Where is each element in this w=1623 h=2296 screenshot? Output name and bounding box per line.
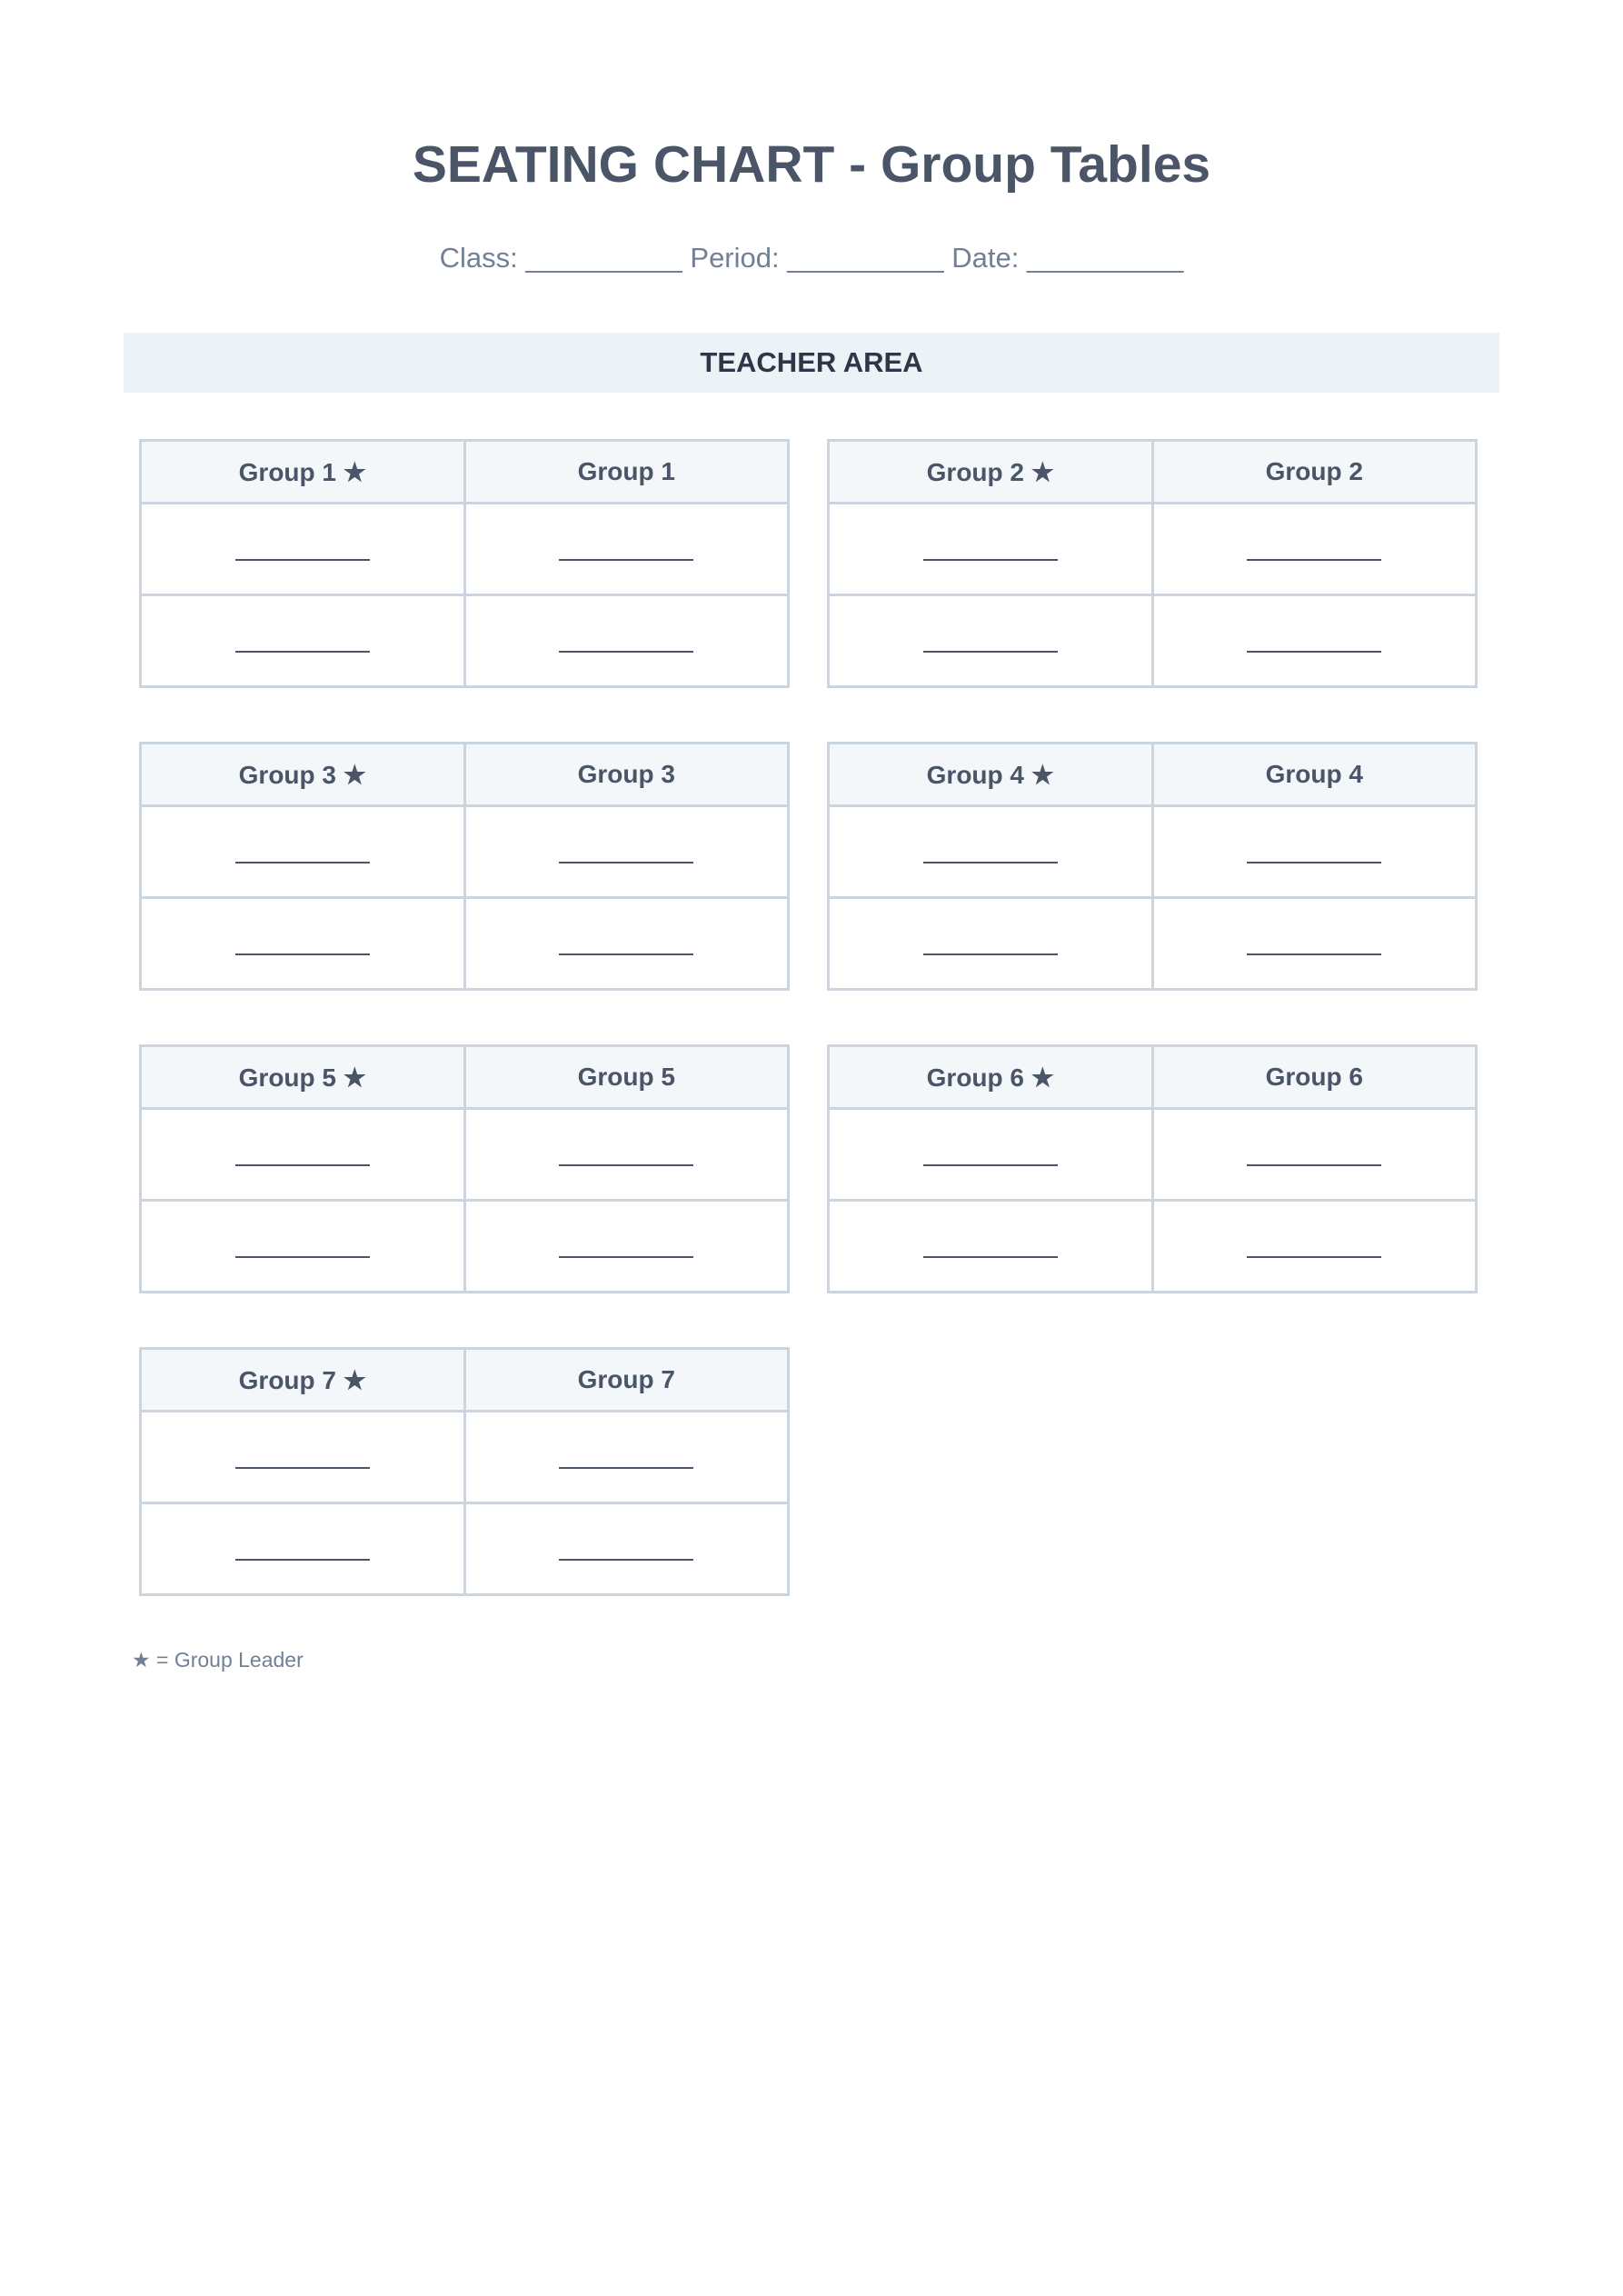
name-blank-line[interactable] bbox=[559, 1164, 693, 1166]
name-blank-line[interactable] bbox=[923, 1256, 1058, 1258]
seat-cell[interactable] bbox=[1152, 898, 1477, 990]
name-blank-line[interactable] bbox=[235, 1164, 370, 1166]
name-blank-line[interactable] bbox=[1247, 1256, 1381, 1258]
group-leader-header: Group 7 ★ bbox=[141, 1349, 465, 1412]
group-leader-header: Group 2 ★ bbox=[829, 441, 1153, 504]
group-leader-header: Group 3 ★ bbox=[141, 744, 465, 806]
seat-cell[interactable] bbox=[141, 806, 465, 898]
group-member-header: Group 6 bbox=[1152, 1046, 1477, 1109]
seat-cell[interactable] bbox=[464, 1109, 789, 1201]
name-blank-line[interactable] bbox=[1247, 862, 1381, 863]
name-blank-line[interactable] bbox=[235, 1559, 370, 1561]
group-table-1 bbox=[139, 439, 790, 687]
teacher-area-label: TEACHER AREA bbox=[700, 346, 923, 378]
seat-cell[interactable] bbox=[464, 898, 789, 990]
group-member-header: Group 5 bbox=[464, 1046, 789, 1109]
seat-cell[interactable] bbox=[141, 504, 465, 595]
seat-cell[interactable] bbox=[829, 898, 1153, 990]
group-member-header: Group 4 bbox=[1152, 744, 1477, 806]
name-blank-line[interactable] bbox=[1247, 953, 1381, 955]
group-leader-legend: ★ = Group Leader bbox=[132, 1648, 304, 1672]
seat-cell[interactable] bbox=[829, 1201, 1153, 1293]
name-blank-line[interactable] bbox=[923, 953, 1058, 955]
group-table-6 bbox=[827, 1044, 1478, 1293]
name-blank-line[interactable] bbox=[559, 1467, 693, 1469]
seat-cell[interactable] bbox=[141, 898, 465, 990]
group-member-header: Group 2 bbox=[1152, 441, 1477, 504]
class-period-date-line: Class: __________ Period: __________ Date: __________ bbox=[439, 242, 1184, 274]
name-blank-line[interactable] bbox=[235, 1467, 370, 1469]
name-blank-line[interactable] bbox=[235, 651, 370, 653]
group-table-4 bbox=[827, 742, 1478, 990]
seat-cell[interactable] bbox=[829, 1109, 1153, 1201]
name-blank-line[interactable] bbox=[235, 953, 370, 955]
group-member-header: Group 3 bbox=[464, 744, 789, 806]
group-table-7 bbox=[139, 1347, 790, 1595]
teacher-area bbox=[124, 333, 1499, 393]
group-table-grid bbox=[139, 1347, 790, 1596]
page-title: SEATING CHART - Group Tables bbox=[412, 135, 1211, 194]
group-table-grid bbox=[827, 742, 1478, 991]
seat-cell[interactable] bbox=[141, 1412, 465, 1503]
name-blank-line[interactable] bbox=[559, 1256, 693, 1258]
group-member-header: Group 1 bbox=[464, 441, 789, 504]
name-blank-line[interactable] bbox=[235, 559, 370, 561]
name-blank-line[interactable] bbox=[559, 651, 693, 653]
seat-cell[interactable] bbox=[464, 595, 789, 687]
group-leader-header: Group 4 ★ bbox=[829, 744, 1153, 806]
group-table-grid bbox=[139, 439, 790, 688]
seat-cell[interactable] bbox=[1152, 1201, 1477, 1293]
seat-cell[interactable] bbox=[1152, 1109, 1477, 1201]
group-table-2 bbox=[827, 439, 1478, 687]
name-blank-line[interactable] bbox=[923, 559, 1058, 561]
seat-cell[interactable] bbox=[464, 1503, 789, 1595]
name-blank-line[interactable] bbox=[1247, 559, 1381, 561]
seat-cell[interactable] bbox=[1152, 504, 1477, 595]
name-blank-line[interactable] bbox=[923, 651, 1058, 653]
seat-cell[interactable] bbox=[464, 1201, 789, 1293]
seat-cell[interactable] bbox=[1152, 595, 1477, 687]
name-blank-line[interactable] bbox=[559, 862, 693, 863]
name-blank-line[interactable] bbox=[235, 1256, 370, 1258]
name-blank-line[interactable] bbox=[559, 559, 693, 561]
seat-cell[interactable] bbox=[464, 806, 789, 898]
group-leader-header: Group 5 ★ bbox=[141, 1046, 465, 1109]
name-blank-line[interactable] bbox=[235, 862, 370, 863]
group-table-grid bbox=[827, 439, 1478, 688]
group-leader-header: Group 1 ★ bbox=[141, 441, 465, 504]
group-table-grid bbox=[139, 742, 790, 991]
seat-cell[interactable] bbox=[829, 504, 1153, 595]
seat-cell[interactable] bbox=[141, 1201, 465, 1293]
group-table-grid bbox=[827, 1044, 1478, 1293]
seat-cell[interactable] bbox=[1152, 806, 1477, 898]
group-table-5 bbox=[139, 1044, 790, 1293]
name-blank-line[interactable] bbox=[559, 1559, 693, 1561]
seat-cell[interactable] bbox=[829, 806, 1153, 898]
seat-cell[interactable] bbox=[464, 1412, 789, 1503]
seat-cell[interactable] bbox=[464, 504, 789, 595]
name-blank-line[interactable] bbox=[923, 862, 1058, 863]
group-table-3 bbox=[139, 742, 790, 990]
name-blank-line[interactable] bbox=[559, 953, 693, 955]
group-table-grid bbox=[139, 1044, 790, 1293]
name-blank-line[interactable] bbox=[923, 1164, 1058, 1166]
group-member-header: Group 7 bbox=[464, 1349, 789, 1412]
name-blank-line[interactable] bbox=[1247, 651, 1381, 653]
seat-cell[interactable] bbox=[141, 595, 465, 687]
group-leader-header: Group 6 ★ bbox=[829, 1046, 1153, 1109]
seat-cell[interactable] bbox=[141, 1503, 465, 1595]
seat-cell[interactable] bbox=[141, 1109, 465, 1201]
name-blank-line[interactable] bbox=[1247, 1164, 1381, 1166]
seat-cell[interactable] bbox=[829, 595, 1153, 687]
